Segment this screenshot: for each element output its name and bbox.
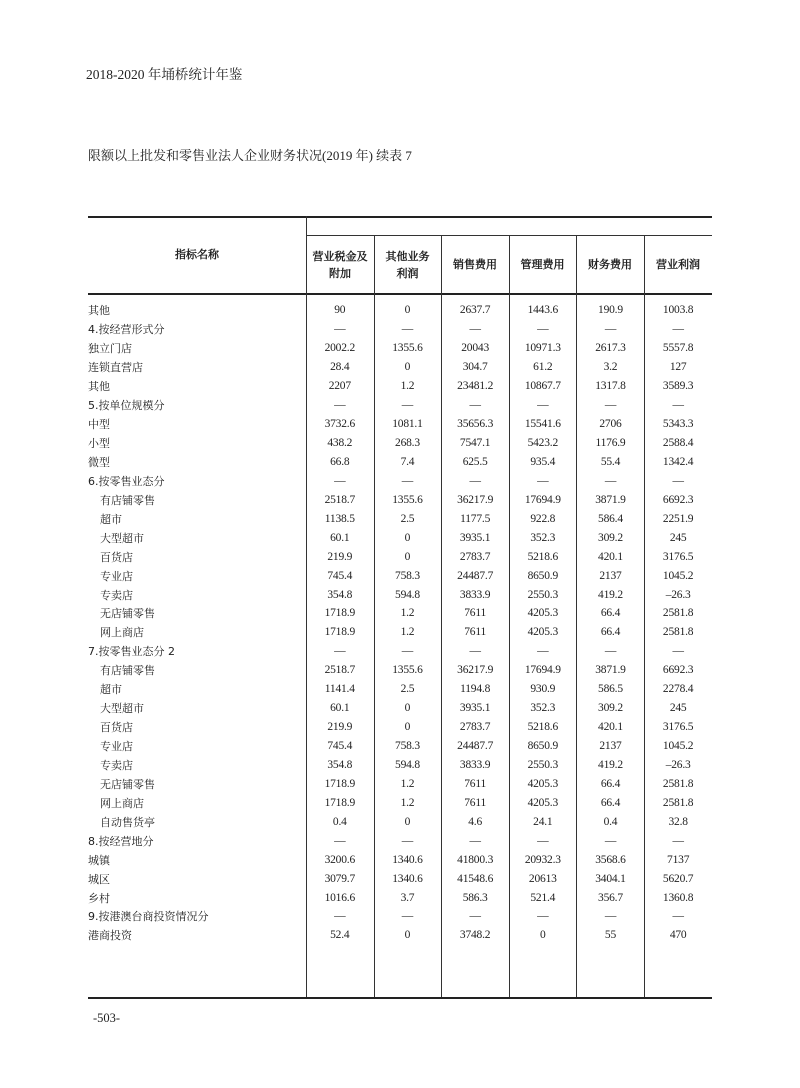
cell-value: 2588.4 [662, 437, 694, 450]
cell-value: 5343.3 [662, 418, 694, 431]
cell-value: 1177.5 [460, 512, 491, 525]
cell-value: 0 [404, 531, 411, 544]
table-row [88, 642, 712, 661]
cell-value: 438.2 [327, 437, 353, 450]
cell-value: 745.4 [327, 569, 353, 582]
page-number: -503- [93, 1011, 121, 1025]
row-label: 无店铺零售 [100, 777, 155, 791]
cell-value: 586.3 [462, 891, 488, 904]
cell-value: 5620.7 [662, 872, 694, 885]
cell-value: 7137 [667, 853, 690, 866]
cell-value: 0 [404, 929, 411, 942]
cell-value: 10867.7 [524, 380, 561, 393]
cell-value: 1045.2 [662, 740, 694, 753]
cell-value: 594.8 [395, 588, 420, 601]
row-label: 连锁直营店 [88, 361, 143, 375]
cell-value: 419.2 [598, 588, 623, 601]
cell-value: 309.2 [598, 531, 623, 544]
cell-value: 2518.7 [324, 664, 355, 677]
cell-value: 66.4 [600, 607, 621, 620]
cell-value: 0 [404, 702, 411, 715]
cell-value: 35656.3 [457, 418, 494, 431]
cell-value: 2.5 [400, 683, 415, 696]
header-business-tax [306, 236, 374, 293]
cell-value: — [334, 834, 346, 847]
cell-value: 745.4 [327, 740, 353, 753]
cell-value: 1317.8 [595, 380, 626, 393]
table-row [88, 680, 712, 699]
row-label: 大型超市 [100, 531, 144, 545]
cell-value: — [401, 910, 414, 923]
cell-value: 0.4 [332, 815, 347, 828]
cell-value: — [537, 645, 549, 658]
cell-value: 36217.9 [457, 493, 494, 506]
cell-value: 3871.9 [595, 493, 626, 506]
cell-value: 36217.9 [457, 664, 494, 677]
row-label: 港商投资 [88, 929, 132, 943]
cell-value: 1016.6 [324, 891, 355, 904]
cell-value: 268.3 [395, 437, 420, 450]
cell-value: 420.1 [598, 550, 623, 563]
cell-value: 17694.9 [524, 493, 561, 506]
cell-value: 935.4 [530, 455, 556, 468]
cell-value: 61.2 [533, 361, 553, 374]
table-row [88, 339, 712, 358]
row-label: 小型 [88, 437, 110, 451]
cell-value: — [672, 645, 684, 658]
cell-value: 55.4 [600, 455, 621, 468]
cell-value: 1342.4 [662, 455, 694, 468]
cell-value: 0 [404, 721, 411, 734]
cell-value: 3.7 [400, 891, 415, 904]
cell-value: 7611 [464, 777, 487, 790]
cell-value: 8650.9 [527, 569, 559, 582]
header-line: 其他业务 [385, 249, 430, 263]
cell-value: 521.4 [530, 891, 556, 904]
row-label: 独立门店 [88, 342, 132, 356]
cell-value: — [672, 399, 684, 412]
cell-value: 127 [669, 361, 687, 374]
cell-value: 1003.8 [662, 304, 694, 317]
cell-value: 1718.9 [324, 796, 355, 809]
row-label: 专卖店 [100, 588, 133, 602]
table-row [88, 453, 712, 472]
cell-value: 245 [669, 702, 687, 715]
cell-value: 7611 [464, 626, 487, 639]
row-label: 乡村 [88, 891, 110, 905]
table-row [88, 888, 712, 907]
cell-value: 470 [669, 929, 687, 942]
cell-value: 2278.4 [662, 683, 694, 696]
cell-value: 354.8 [327, 758, 353, 771]
table-row [88, 490, 712, 509]
cell-value: 352.3 [530, 531, 556, 544]
table-row [88, 358, 712, 377]
cell-value: 66.4 [600, 777, 621, 790]
cell-value: 66.4 [600, 626, 621, 639]
cell-value: — [672, 910, 684, 923]
table-row [88, 471, 712, 490]
cell-value: 4205.3 [527, 796, 559, 809]
running-head: 2018-2020 年埇桥统计年鉴 [86, 67, 243, 82]
table-row [88, 547, 712, 566]
cell-value: 66.8 [330, 455, 350, 468]
header-bottom-rule [88, 293, 712, 295]
cell-value: 1.2 [400, 777, 415, 790]
row-label: 7.按零售业态分 2 [88, 645, 175, 659]
cell-value: — [334, 323, 346, 336]
cell-value: — [672, 323, 684, 336]
cell-value: — [334, 399, 346, 412]
cell-value: 1.2 [400, 607, 415, 620]
cell-value: 20932.3 [524, 853, 561, 866]
table-row [88, 320, 712, 339]
cell-value: 1081.1 [392, 418, 423, 431]
header-line: 利润 [396, 266, 419, 280]
cell-value: 2617.3 [595, 342, 626, 355]
cell-value: 4205.3 [527, 607, 559, 620]
cell-value: 1141.4 [324, 683, 355, 696]
cell-value: 7611 [464, 607, 487, 620]
cell-value: 3176.5 [662, 721, 694, 734]
row-label: 其他 [88, 304, 110, 318]
cell-value: — [537, 323, 549, 336]
cell-value: 1045.2 [662, 569, 694, 582]
cell-value: — [604, 834, 617, 847]
cell-value: 4205.3 [527, 777, 559, 790]
cell-value: — [604, 474, 617, 487]
cell-value: — [401, 645, 414, 658]
table-row [88, 301, 712, 320]
cell-value: 1718.9 [324, 777, 355, 790]
cell-value: 24487.7 [457, 740, 494, 753]
table-row [88, 509, 712, 528]
cell-value: –26.3 [665, 588, 691, 601]
cell-value: 1.2 [400, 796, 415, 809]
cell-value: 15541.6 [524, 418, 561, 431]
cell-value: — [604, 645, 617, 658]
header-finance-expense: 财务费用 [588, 258, 632, 271]
cell-value: 23481.2 [457, 380, 494, 393]
table-row [88, 926, 712, 945]
table-row [88, 415, 712, 434]
cell-value: 758.3 [395, 740, 420, 753]
cell-value: 2783.7 [459, 721, 491, 734]
row-label: 有店铺零售 [100, 664, 155, 678]
cell-value: 2002.2 [324, 342, 355, 355]
cell-value: 594.8 [395, 758, 420, 771]
cell-value: 2137 [599, 740, 622, 753]
cell-value: 4.6 [468, 815, 483, 828]
cell-value: 2550.3 [527, 758, 559, 771]
cell-value: 1.2 [400, 380, 415, 393]
row-label: 有店铺零售 [100, 493, 155, 507]
row-label: 城镇 [88, 853, 110, 867]
cell-value: 1355.6 [392, 342, 423, 355]
cell-value: 52.4 [330, 929, 350, 942]
cell-value: 3833.9 [459, 588, 491, 601]
cell-value: — [334, 474, 346, 487]
row-label: 4.按经营形式分 [88, 323, 165, 337]
row-label: 专业店 [100, 740, 133, 754]
cell-value: 3404.1 [595, 872, 626, 885]
cell-value: 0 [540, 929, 546, 942]
cell-value: 419.2 [598, 758, 623, 771]
cell-value: — [401, 834, 414, 847]
cell-value: — [469, 474, 481, 487]
header-sales-expense: 销售费用 [453, 258, 497, 271]
cell-value: 2581.8 [662, 796, 694, 809]
table-row [88, 850, 712, 869]
cell-value: 2518.7 [324, 493, 355, 506]
cell-value: 55 [604, 929, 617, 942]
cell-value: 6692.3 [662, 493, 694, 506]
cell-value: 2581.8 [662, 777, 694, 790]
cell-value: — [537, 399, 549, 412]
row-label: 专卖店 [100, 758, 133, 772]
table-row [88, 869, 712, 888]
cell-value: 2706 [599, 418, 622, 431]
cell-value: 2783.7 [459, 550, 491, 563]
row-label: 无店铺零售 [100, 607, 155, 621]
row-label: 大型超市 [100, 702, 144, 716]
cell-value: 24.1 [533, 815, 553, 828]
table-row [88, 604, 712, 623]
row-label: 6.按零售业态分 [88, 474, 165, 488]
cell-value: 1355.6 [392, 493, 423, 506]
cell-value: 930.9 [530, 683, 556, 696]
cell-value: 41548.6 [457, 872, 494, 885]
header-operating-profit: 营业利润 [656, 258, 700, 271]
table-row [88, 718, 712, 737]
header-admin-expense: 管理费用 [520, 258, 565, 271]
cell-value: — [469, 910, 481, 923]
cell-value: 354.8 [327, 588, 353, 601]
header-line: 附加 [329, 266, 351, 280]
cell-value: 245 [669, 531, 687, 544]
cell-value: 2251.9 [662, 512, 694, 525]
table-body [88, 301, 712, 945]
cell-value: — [334, 910, 346, 923]
cell-value: — [401, 474, 414, 487]
cell-value: — [537, 474, 549, 487]
cell-value: 1.2 [400, 626, 415, 639]
cell-value: 0 [404, 815, 411, 828]
header-line: 营业税金及 [312, 249, 368, 263]
table-row [88, 907, 712, 926]
cell-value: 1718.9 [324, 607, 355, 620]
cell-value: 0 [404, 361, 411, 374]
cell-value: 1340.6 [392, 872, 423, 885]
cell-value: 4205.3 [527, 626, 559, 639]
cell-value: 7547.1 [459, 437, 491, 450]
row-label: 中型 [88, 418, 110, 432]
row-label: 城区 [88, 872, 110, 886]
cell-value: 2581.8 [662, 607, 694, 620]
cell-value: 219.9 [327, 721, 353, 734]
cell-value: 32.8 [668, 815, 688, 828]
cell-value: 5218.6 [527, 721, 559, 734]
cell-value: — [469, 645, 481, 658]
cell-value: — [604, 323, 617, 336]
cell-value: 3.2 [603, 361, 618, 374]
cell-value: — [469, 399, 481, 412]
row-label: 9.按港澳台商投资情况分 [88, 910, 209, 924]
table-row [88, 831, 712, 850]
cell-value: 586.5 [598, 683, 623, 696]
table-row [88, 737, 712, 756]
cell-value: 309.2 [598, 702, 623, 715]
cell-value: 304.7 [462, 361, 488, 374]
cell-value: 758.3 [395, 569, 420, 582]
row-label: 超市 [100, 683, 122, 697]
cell-value: — [469, 323, 481, 336]
row-label: 8.按经营地分 [88, 834, 154, 848]
table-row [88, 793, 712, 812]
cell-value: 3833.9 [459, 758, 491, 771]
table-bottom-rule [88, 997, 712, 999]
cell-value: — [604, 910, 617, 923]
row-label: 5.按单位规模分 [88, 399, 165, 413]
cell-value: 1340.6 [392, 853, 423, 866]
cell-value: 3200.6 [324, 853, 355, 866]
cell-value: 24487.7 [457, 569, 494, 582]
header-other-business-profit [374, 236, 441, 293]
cell-value: 1718.9 [324, 626, 355, 639]
cell-value: — [672, 474, 684, 487]
cell-value: 66.4 [600, 796, 621, 809]
cell-value: –26.3 [665, 758, 691, 771]
cell-value: 625.5 [462, 455, 488, 468]
cell-value: — [469, 834, 481, 847]
cell-value: 3871.9 [595, 664, 626, 677]
cell-value: 420.1 [598, 721, 623, 734]
row-label: 其他 [88, 380, 110, 394]
table-row [88, 396, 712, 415]
row-label: 网上商店 [100, 626, 144, 640]
cell-value: 7.4 [400, 455, 415, 468]
cell-value: 190.9 [598, 304, 623, 317]
row-label: 百货店 [100, 550, 133, 564]
cell-value: 0.4 [603, 815, 618, 828]
row-label: 微型 [88, 455, 110, 469]
table-row [88, 812, 712, 831]
cell-value: 1138.5 [324, 512, 355, 525]
cell-value: 60.1 [330, 702, 350, 715]
cell-value: 356.7 [598, 891, 623, 904]
table-title: 限额以上批发和零售业法人企业财务状况(2019 年) 续表 7 [88, 148, 412, 163]
cell-value: 5423.2 [527, 437, 559, 450]
row-label: 百货店 [100, 721, 133, 735]
cell-value: 0 [404, 550, 411, 563]
cell-value: 0 [404, 304, 411, 317]
row-label: 超市 [100, 512, 122, 526]
table-row [88, 756, 712, 775]
cell-value: 5557.8 [662, 342, 694, 355]
table-row [88, 528, 712, 547]
cell-value: 20043 [461, 342, 490, 355]
cell-value: 90 [334, 304, 346, 317]
table-row [88, 585, 712, 604]
cell-value: — [537, 834, 549, 847]
cell-value: 6692.3 [662, 664, 694, 677]
table-row [88, 377, 712, 396]
cell-value: 7611 [464, 796, 487, 809]
cell-value: — [401, 399, 414, 412]
cell-value: 2581.8 [662, 626, 694, 639]
cell-value: 2207 [328, 380, 351, 393]
cell-value: — [334, 645, 346, 658]
cell-value: — [537, 910, 549, 923]
cell-value: 20613 [528, 872, 557, 885]
table-row [88, 434, 712, 453]
cell-value: 60.1 [330, 531, 350, 544]
cell-value: 2.5 [400, 512, 415, 525]
cell-value: — [672, 834, 684, 847]
cell-value: 2137 [599, 569, 622, 582]
cell-value: 3079.7 [324, 872, 355, 885]
cell-value: 352.3 [530, 702, 556, 715]
table-row [88, 623, 712, 642]
cell-value: 586.4 [598, 512, 623, 525]
cell-value: 1355.6 [392, 664, 423, 677]
cell-value: 8650.9 [527, 740, 559, 753]
cell-value: 3935.1 [459, 531, 491, 544]
cell-value: 3176.5 [662, 550, 694, 563]
cell-value: — [401, 323, 414, 336]
cell-value: 3935.1 [459, 702, 491, 715]
row-label: 自动售货亭 [100, 815, 155, 829]
cell-value: 41800.3 [457, 853, 494, 866]
table-row [88, 661, 712, 680]
cell-value: 10971.3 [524, 342, 561, 355]
cell-value: 1176.9 [595, 437, 626, 450]
cell-value: 2550.3 [527, 588, 559, 601]
row-label: 网上商店 [100, 796, 144, 810]
cell-value: 2637.7 [459, 304, 491, 317]
table-row [88, 566, 712, 585]
cell-value: 1194.8 [460, 683, 491, 696]
cell-value: 922.8 [530, 512, 556, 525]
cell-value: 3732.6 [324, 418, 355, 431]
cell-value: 1443.6 [527, 304, 559, 317]
cell-value: 3589.3 [662, 380, 694, 393]
table-row [88, 774, 712, 793]
cell-value: 219.9 [327, 550, 353, 563]
cell-value: — [604, 399, 617, 412]
row-label: 专业店 [100, 569, 133, 583]
table-row [88, 699, 712, 718]
header-indicator-name: 指标名称 [175, 248, 219, 261]
cell-value: 3568.6 [595, 853, 626, 866]
cell-value: 17694.9 [524, 664, 561, 677]
cell-value: 28.4 [330, 361, 350, 374]
cell-value: 5218.6 [527, 550, 559, 563]
cell-value: 3748.2 [459, 929, 491, 942]
cell-value: 1360.8 [662, 891, 694, 904]
